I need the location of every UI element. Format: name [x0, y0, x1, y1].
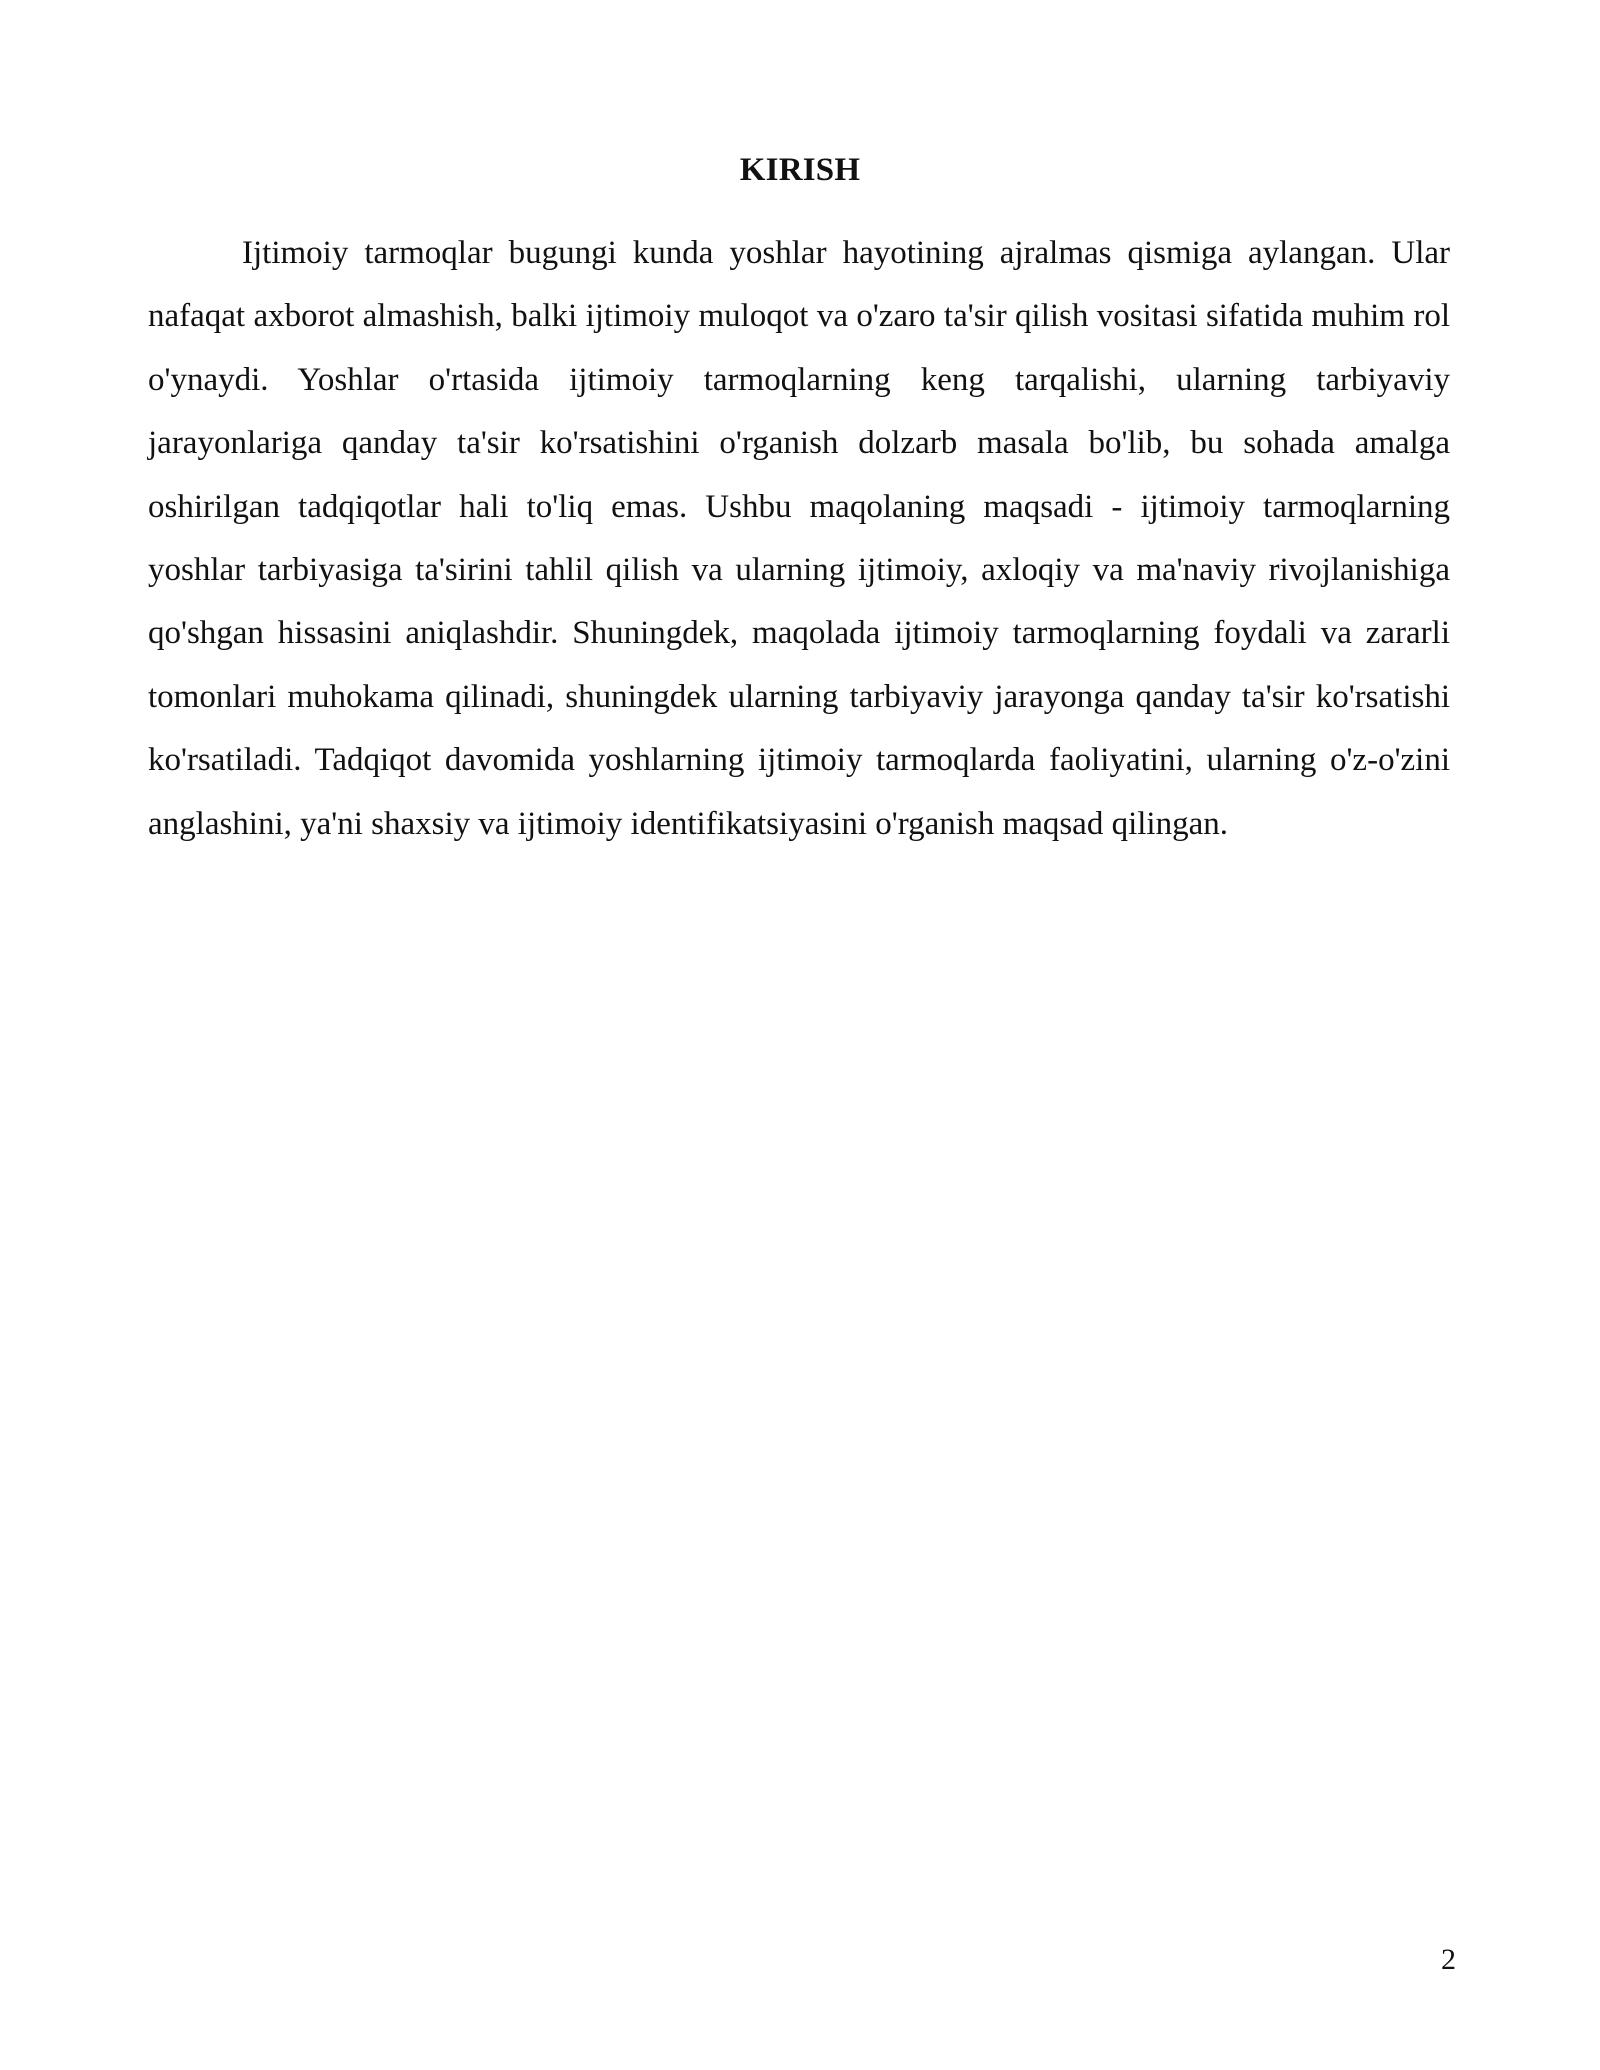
page-number: 2 [1441, 1943, 1456, 1976]
introduction-paragraph: Ijtimoiy tarmoqlar bugungi kunda yoshlar hayotining ajralmas qismiga aylangan. Ular nafaqat axborot almashish, balki ijtimoiy muloqot va o'zaro ta'sir qilish vositasi sifatida muhim rol o'ynaydi. Yoshlar o'rtasida ijtimoiy tarmoqlarning keng tarqalishi, ularning tarbiyaviy jarayonlariga qanday ta'sir ko'rsatishini o'rganish dolzarb masala bo'lib, bu sohada amalga oshirilgan tadqiqotlar hali to'liq emas. Ushbu maqolaning maqsadi - ijtimoiy tarmoqlarning yoshlar tarbiyasiga ta'sirini tahlil qilish va ularning ijtimoiy, axloqiy va ma'naviy rivojlanishiga qo'shgan hissasini aniqlashdir. Shuningdek, maqolada ijtimoiy tarmoqlarning foydali va zararli tomonlari muhokama qilinadi, shuningdek ularning tarbiyaviy jarayonga qanday ta'sir ko'rsatishi ko'rsatiladi. Tadqiqot davomida yoshlarning ijtimoiy tarmoqlarda faoliyatini, ularning o'z-o'zini anglashini, ya'ni shaxsiy va ijtimoiy identifikatsiyasini o'rganish maqsad qilingan. [148, 235, 1450, 842]
section-heading: KIRISH [739, 152, 861, 188]
